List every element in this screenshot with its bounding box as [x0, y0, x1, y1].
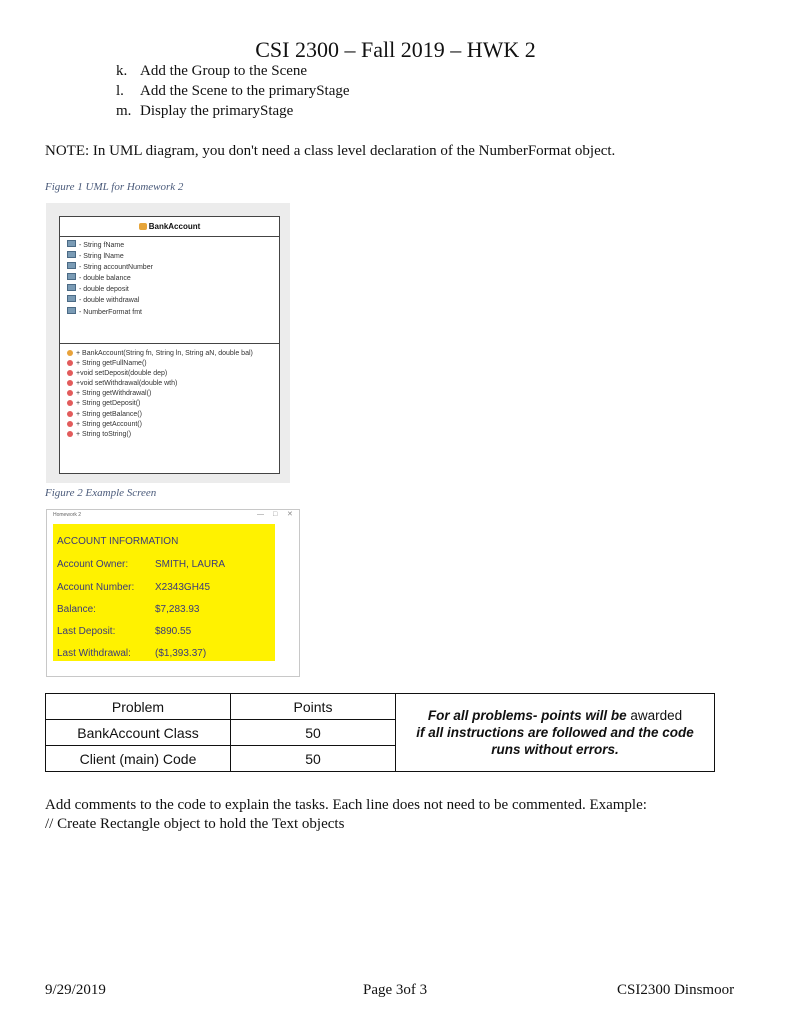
step-letter: m.	[116, 103, 132, 119]
info-row-number	[57, 582, 211, 593]
uml-field-text: - double withdrawal	[79, 297, 140, 305]
field-icon	[67, 284, 76, 291]
uml-field-text: - String fName	[79, 242, 125, 249]
uml-field-text: - NumberFormat fmt	[79, 308, 143, 316]
method-icon	[67, 370, 73, 376]
method-icon	[67, 421, 73, 427]
window-title: Homework 2	[53, 512, 82, 518]
header-problem: Problem	[46, 694, 231, 720]
uml-field-text: - String accountNumber	[79, 264, 153, 272]
info-value: X2343GH45	[155, 582, 211, 593]
info-value: SMITH, LAURA	[155, 559, 226, 570]
method-icon	[67, 400, 73, 406]
info-label: Balance:	[57, 604, 96, 615]
method-icon	[67, 390, 73, 396]
uml-method-text: +void setDeposit(double dep)	[76, 370, 168, 378]
info-row-owner	[57, 559, 226, 570]
uml-method-text: + String getAccount()	[76, 420, 142, 428]
method-icon	[67, 431, 73, 437]
uml-method	[60, 420, 279, 430]
problem-cell: BankAccount Class	[46, 720, 231, 746]
uml-figure	[46, 203, 290, 483]
info-value: $890.55	[155, 626, 192, 637]
step-text: Display the primaryStage	[140, 103, 294, 119]
method-icon	[67, 411, 73, 417]
info-row-deposit	[57, 626, 192, 637]
info-label: Last Withdrawal:	[57, 648, 131, 659]
uml-method	[60, 369, 279, 379]
uml-class-header	[60, 217, 279, 237]
info-row-withdrawal	[57, 648, 207, 659]
uml-method-text: + String getWithdrawal()	[76, 390, 152, 398]
constructor-icon	[67, 350, 73, 356]
comments-example: // Create Rectangle object to hold the Text objects	[45, 816, 345, 832]
info-label: Account Owner:	[57, 559, 129, 570]
figure2-caption: Figure 2 Example Screen	[45, 487, 157, 499]
uml-method	[60, 410, 279, 420]
info-value: ($1,393.37)	[155, 648, 207, 659]
table-row	[46, 694, 715, 720]
uml-field	[60, 273, 279, 284]
footer-date: 9/29/2019	[45, 982, 106, 998]
figure1-caption: Figure 1 UML for Homework 2	[45, 181, 184, 193]
uml-field-text: - double balance	[79, 275, 131, 283]
uml-method	[60, 379, 279, 389]
field-icon	[67, 307, 76, 314]
info-label: Account Number:	[57, 582, 135, 593]
uml-method-text: + String getDeposit()	[76, 400, 141, 408]
uml-method	[60, 430, 279, 440]
uml-class-box	[59, 216, 280, 474]
points-table	[45, 693, 715, 772]
uml-field	[60, 295, 279, 306]
info-label: Last Deposit:	[57, 626, 116, 637]
uml-methods-section	[60, 344, 279, 440]
uml-class-name: BankAccount	[148, 222, 201, 231]
uml-method-text: + BankAccount(String fn, String ln, String aN, double bal)	[76, 350, 253, 357]
uml-field	[60, 284, 279, 295]
uml-method	[60, 399, 279, 409]
step-text: Add the Group to the Scene	[140, 63, 308, 79]
footer-author: CSI2300 Dinsmoor	[617, 982, 735, 998]
step-l	[116, 83, 350, 100]
field-icon	[67, 262, 76, 269]
field-icon	[67, 240, 76, 247]
step-text: Add the Scene to the primaryStage	[140, 83, 350, 99]
account-info-panel	[53, 524, 275, 661]
step-letter: k.	[116, 63, 128, 79]
points-cell: 50	[231, 720, 396, 746]
uml-method-text: + String getBalance()	[76, 410, 142, 418]
uml-note: NOTE: In UML diagram, you don't need a class level declaration of the NumberFormat object.	[45, 143, 616, 159]
grading-note-bold: For all problems- points will be	[427, 708, 627, 723]
example-window	[46, 509, 300, 677]
minimize-button[interactable]: —	[257, 511, 264, 518]
method-icon	[67, 380, 73, 386]
grading-note	[396, 694, 715, 772]
info-row-balance	[57, 604, 200, 615]
field-icon	[67, 295, 76, 302]
step-letter: l.	[116, 83, 124, 99]
grading-note-bold: if all instructions are followed and the code runs without errors.	[416, 725, 694, 757]
step-m	[116, 103, 293, 120]
field-icon	[67, 251, 76, 258]
uml-field	[60, 251, 279, 262]
close-button[interactable]: ✕	[287, 511, 293, 518]
uml-method	[60, 359, 279, 369]
uml-field	[60, 262, 279, 273]
maximize-button[interactable]: □	[273, 511, 278, 518]
uml-method	[60, 389, 279, 399]
uml-method-text: +void setWithdrawal(double wth)	[76, 380, 178, 388]
info-value: $7,283.93	[155, 604, 200, 615]
comments-instruction: Add comments to the code to explain the tasks. Each line does not need to be commented. Example:	[45, 797, 647, 813]
step-k	[116, 63, 307, 80]
header-points: Points	[231, 694, 396, 720]
footer-page-number: Page 3of 3	[363, 982, 428, 998]
grading-note-plain: awarded	[626, 708, 683, 723]
problem-cell: Client (main) Code	[46, 746, 231, 772]
uml-method	[60, 349, 279, 359]
method-icon	[67, 360, 73, 366]
uml-method-text: + String getFullName()	[76, 360, 147, 368]
account-info-heading: ACCOUNT INFORMATION	[57, 536, 179, 547]
uml-field	[60, 307, 279, 318]
uml-field-text: - String lName	[79, 253, 124, 261]
points-cell: 50	[231, 746, 396, 772]
uml-fields-section	[60, 237, 279, 344]
class-icon	[139, 223, 147, 230]
uml-field	[60, 240, 279, 251]
window-titlebar	[47, 510, 299, 523]
uml-field-text: - double deposit	[79, 286, 129, 294]
uml-method-text: + String toString()	[76, 430, 132, 438]
page-title: CSI 2300 – Fall 2019 – HWK 2	[255, 37, 536, 62]
field-icon	[67, 273, 76, 280]
